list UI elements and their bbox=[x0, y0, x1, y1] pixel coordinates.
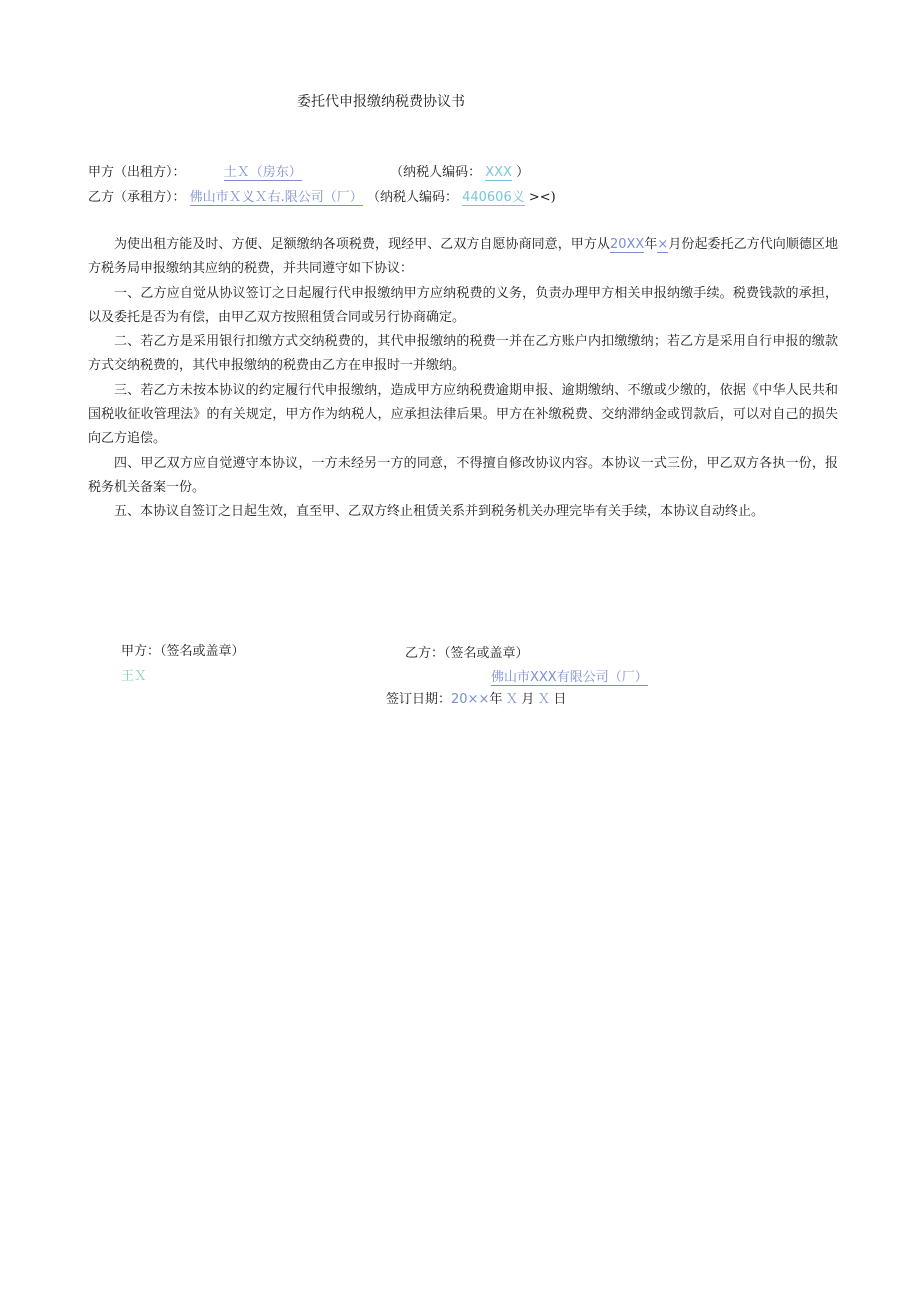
clause-3: 三、若乙方未按本协议的约定履行代申报缴纳，造成甲方应纳税费逾期申报、逾期缴纳、不缴或少缴的，依据《中华人民共和国税收征收管理法》的有关规定，甲方作为纳税人，应承担法律后果。甲方在补缴税费、交纳滞纳金或罚款后，可以对自己的损失向乙方追偿。 bbox=[88, 382, 838, 447]
party-a-name: 土Ｘ（房东） bbox=[223, 165, 302, 180]
party-b-name: 佛山市Ｘ义Ｘ右.限公司（厂） bbox=[189, 190, 363, 205]
party-b-signature-name-wrap bbox=[491, 666, 648, 685]
party-a-signature-name: 王Ｘ bbox=[121, 669, 148, 684]
agreement-body bbox=[88, 233, 838, 525]
intro-paragraph bbox=[88, 233, 838, 282]
clause-5: 五、本协议自签订之日起生效，直至甲、乙双方终止租赁关系并到税务机关办理完毕有关手续，本协议自动终止。 bbox=[114, 504, 765, 520]
party-a-label: 甲方（出租方）： bbox=[88, 165, 186, 180]
start-month: × bbox=[657, 237, 669, 252]
party-a-line bbox=[88, 164, 529, 182]
start-year: 20XX bbox=[609, 237, 645, 252]
signing-date-label: 签订日期： bbox=[386, 692, 452, 707]
intro-year-unit: 年 bbox=[644, 237, 658, 252]
intro-text-before: 为使出租方能及时、方便、足额缴纳各项税费，现经甲、乙双方自愿协商同意，甲方从 bbox=[114, 237, 610, 252]
signing-date-year-unit: 年 bbox=[489, 692, 503, 707]
clause-2: 二、若乙方是采用银行扣缴方式交纳税费的，其代申报缴纳的税费一并在乙方账户内扣缴缴纳；若乙方是采用自行申报的缴款方式交纳税费的，其代申报缴纳的税费由乙方在申报时一并缴纳。 bbox=[88, 334, 838, 374]
party-b-taxid-value: 440606义 bbox=[462, 190, 525, 205]
party-b-taxid-close: ><) bbox=[528, 190, 556, 205]
party-b-signature-label: 乙方：（签名或盖章） bbox=[405, 646, 529, 661]
document-title: 委托代申报缴纳税费协议书 bbox=[297, 94, 465, 110]
party-a-taxid-label: （纳税人编码： bbox=[390, 165, 482, 180]
signing-date-day: Ｘ bbox=[537, 692, 551, 707]
signing-date-day-unit: 日 bbox=[553, 692, 567, 707]
signing-date-year: 20×× bbox=[451, 692, 490, 707]
party-b-taxid-label: （纳税人编码： bbox=[366, 190, 458, 205]
signing-date-month-unit: 月 bbox=[521, 692, 535, 707]
intro-text-after: 月份起委托乙方代向顺德区地方税务局申报缴纳其应纳的税费，并共同遵守如下协议： bbox=[88, 237, 838, 277]
party-b-line bbox=[88, 189, 556, 207]
signing-date-month: Ｘ bbox=[505, 692, 519, 707]
party-a-signature-label: 甲方：（签名或盖章） bbox=[121, 644, 245, 659]
party-b-label: 乙方（承租方）： bbox=[88, 190, 186, 205]
clause-4: 四、甲乙双方应自觉遵守本协议，一方未经另一方的同意，不得擅自修改协议内容。本协议一式三份，甲乙双方各执一份，报税务机关备案一份。 bbox=[88, 455, 838, 495]
party-a-taxid-close: ） bbox=[516, 165, 530, 180]
party-b-signature-name: 佛山市XXX有限公司（厂） bbox=[491, 670, 648, 685]
party-a-taxid-value: XXX bbox=[485, 165, 512, 180]
signing-date bbox=[386, 688, 566, 707]
clause-1: 一、乙方应自觉从协议签订之日起履行代申报缴纳甲方应纳税费的义务，负责办理甲方相关申报纳缴手续。税费钱款的承担，以及委托是否为有偿，由甲乙双方按照租赁合同或另行协商确定。 bbox=[88, 285, 838, 325]
